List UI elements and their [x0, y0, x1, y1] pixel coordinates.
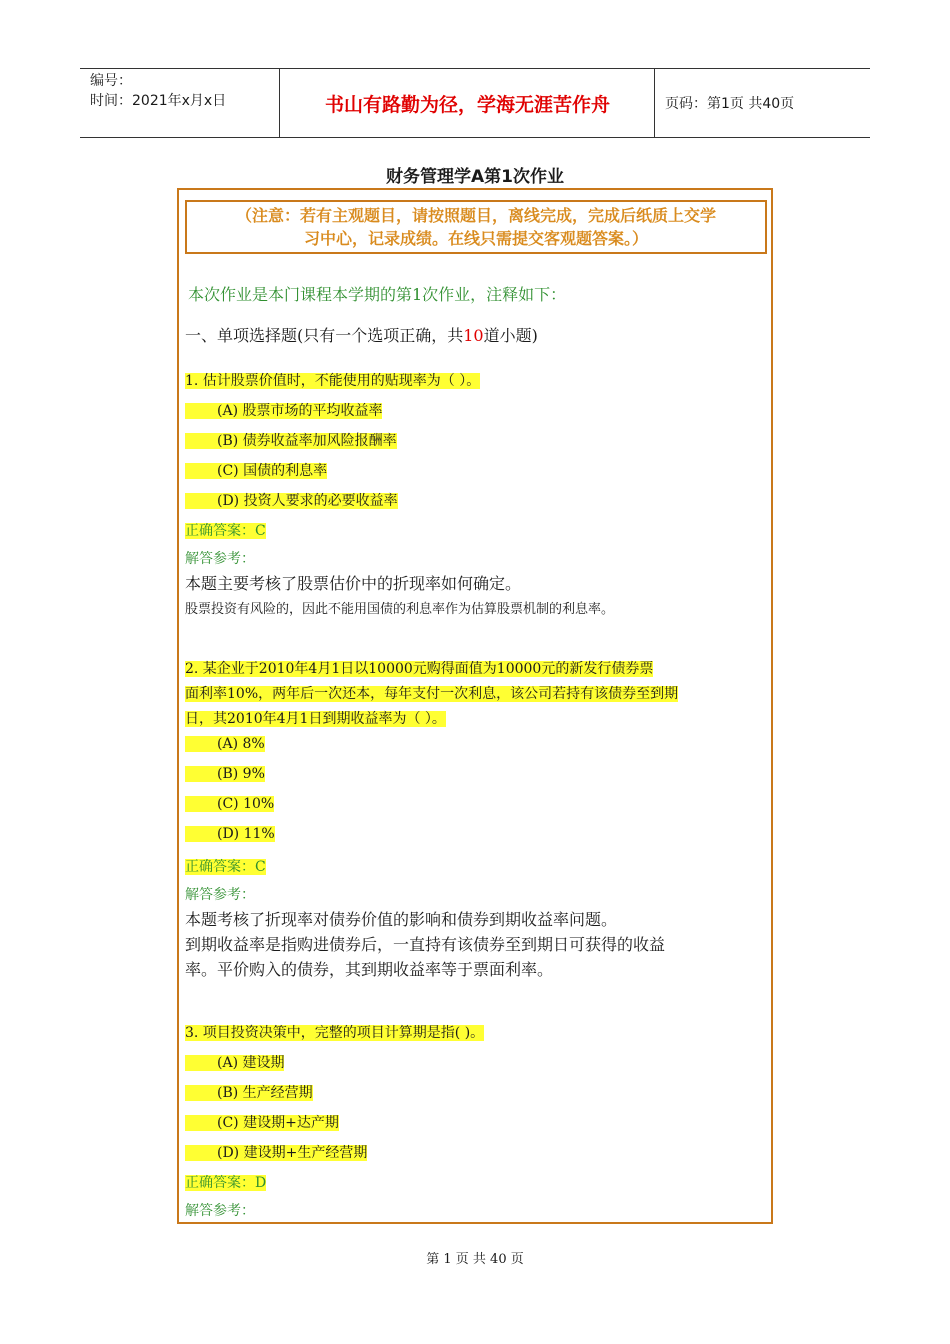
question-3-stem: [185, 1022, 484, 1042]
question-1-stem: [185, 370, 480, 390]
stem-text: 面利率10%，两年后一次还本，每年支付一次利息，该公司若持有该债券至到期: [185, 686, 679, 702]
question-1-explanation-1: 本题主要考核了股票估价中的折现率如何确定。: [185, 574, 522, 593]
stem-text: 日，其2010年4月1日到期收益率为（ ）。: [185, 711, 446, 727]
notice-box: [185, 200, 767, 254]
question-2-explanation-3: 率。平价购入的债券，其到期收益率等于票面利率。: [185, 960, 554, 979]
answer-text: 正确答案：C: [185, 523, 266, 539]
header-page-info: [655, 69, 870, 137]
option-text: (B) 债券收益率加风险报酬率: [185, 433, 397, 449]
option-text: (D) 建设期+生产经营期: [185, 1145, 367, 1161]
question-3-option-d[interactable]: [185, 1142, 367, 1162]
question-1-option-a[interactable]: [185, 400, 382, 420]
question-2-option-d[interactable]: [185, 826, 275, 842]
question-2-answer: [185, 856, 266, 876]
question-3-answer: [185, 1172, 266, 1192]
section-prefix: 一、单项选择题(只有一个选项正确，共: [185, 326, 464, 345]
header-motto-cell: [281, 69, 655, 137]
stem-text: 2. 某企业于2010年4月1日以10000元购得面值为10000元的新发行债券票: [185, 661, 654, 677]
question-3-option-c[interactable]: [185, 1112, 339, 1132]
question-1-option-b[interactable]: [185, 430, 397, 450]
question-2-option-a[interactable]: [185, 736, 265, 752]
notice-line-2: 习中心，记录成绩。在线只需提交客观题答案。）: [303, 229, 648, 248]
question-1-explanation-small-1: 股票投资有风险的，因此不能用国债的利息率作为估算股票机制的利息率。: [185, 602, 615, 617]
question-2-stem-line-2: [185, 683, 678, 703]
notice-line-1: （注意：若有主观题目，请按照题目，离线完成，完成后纸质上交学: [235, 206, 716, 225]
option-text: (B) 生产经营期: [185, 1085, 313, 1101]
question-2-option-c[interactable]: [185, 796, 274, 812]
section-heading: [185, 323, 538, 346]
question-2-stem-line-3: [185, 708, 446, 728]
question-3-option-b[interactable]: [185, 1082, 313, 1102]
question-1-option-d[interactable]: [185, 490, 398, 510]
question-3-ref-label: 解答参考：: [185, 1203, 255, 1219]
question-2-stem-line-1: [185, 658, 653, 678]
option-text: (A) 股票市场的平均收益率: [185, 403, 382, 419]
question-1-stem-line-1: 1. 估计股票价值时，不能使用的贴现率为（ ）。: [185, 373, 481, 389]
option-text: (C) 10%: [185, 796, 274, 812]
option-text: (C) 国债的利息率: [185, 463, 327, 479]
option-text: (A) 8%: [185, 736, 265, 752]
question-2-ref-label: 解答参考：: [185, 887, 255, 903]
time-label: 时间：2021年x月x日: [90, 93, 227, 109]
intro-text: 本次作业是本门课程本学期的第1次作业，注释如下：: [188, 285, 567, 304]
question-1-option-c[interactable]: [185, 460, 327, 480]
question-2-explanation-2: 到期收益率是指购进债券后，一直持有该债券至到期日可获得的收益: [185, 935, 666, 954]
question-1-answer: [185, 520, 266, 540]
number-label: 编号：: [90, 73, 132, 89]
option-text: (B) 9%: [185, 766, 265, 782]
option-text: (A) 建设期: [185, 1055, 284, 1071]
question-1-ref-label: 解答参考：: [185, 551, 255, 567]
option-text: (D) 11%: [185, 826, 275, 842]
document-title: 财务管理学A第1次作业: [386, 167, 564, 187]
answer-text: 正确答案：D: [185, 1175, 267, 1191]
section-suffix: 道小题): [483, 326, 538, 345]
question-3-option-a[interactable]: [185, 1052, 284, 1072]
question-2-option-b[interactable]: [185, 766, 265, 782]
stem-text: 3. 项目投资决策中，完整的项目计算期是指( )。: [185, 1025, 485, 1041]
question-2-explanation-1: 本题考核了折现率对债券价值的影响和债券到期收益率问题。: [185, 910, 618, 929]
section-count: 10: [463, 326, 484, 345]
option-text: (D) 投资人要求的必要收益率: [185, 493, 398, 509]
header-motto: 书山有路勤为径，学海无涯苦作舟: [324, 93, 610, 116]
page-info: 页码：第1页 共40页: [665, 96, 795, 112]
header-meta: [80, 69, 280, 137]
page-footer: 第 1 页 共 40 页: [426, 1252, 524, 1267]
answer-text: 正确答案：C: [185, 859, 266, 875]
option-text: (C) 建设期+达产期: [185, 1115, 339, 1131]
page-header: [80, 68, 870, 138]
